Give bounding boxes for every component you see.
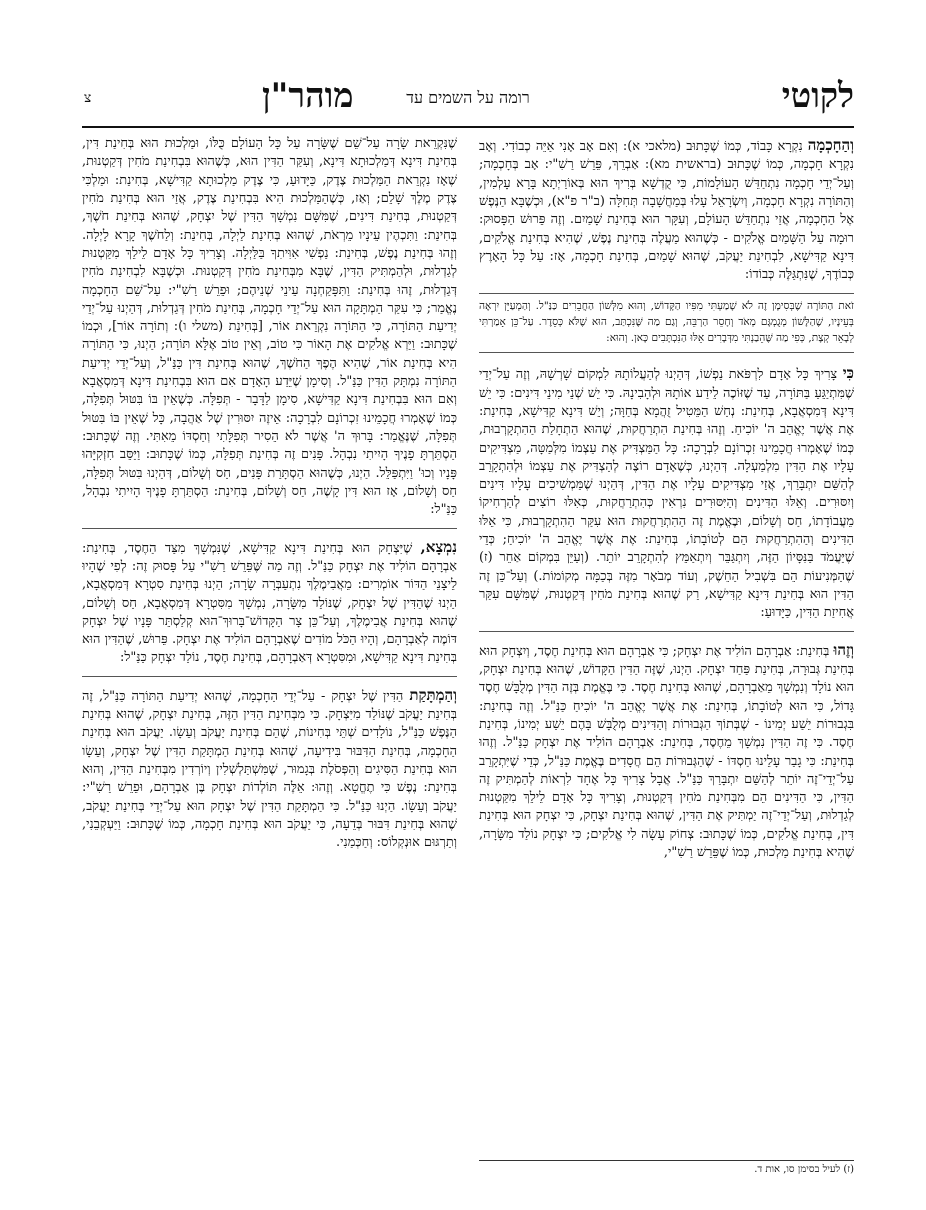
section-divider [82, 528, 457, 529]
paragraph [82, 537, 457, 668]
paragraph [479, 135, 854, 285]
paragraph-text: בְּחִינַת: אַבְרָהָם הוֹלִיד אֶת יִצְחָק; כִּי אַבְרָהָם הוּא בְּחִינַת חֶסֶד, וְיִצְחָק הוּא בְּחִינַת גְּבוּרָה, בְּחִינַת פַּחַד יִצְחָק. הַיְנוּ, שֶׁזֶּה הַדִּין הַקָּדוֹשׁ, שֶׁהוּא בְּחִינַת יִצְחָק, הוּא נוֹלָד וְנִמְשָׁךְ מֵאַבְרָהָם, שֶׁהוּא בְּחִינַת חֶסֶד. כִּי בֶּאֱמֶת בְּזֶה הַדִּין מְלֻבָּשׁ חֶסֶד גָּדוֹל, כִּי הוּא לְטוֹבָתוֹ, בְּחִינַת: אֶת אֲשֶׁר יֶאֱהַב ה' יוֹכִיחַ כַּנַּ"ל. וְזֶה בְּחִינַת: בִּגְבוּרוֹת יֵשַׁע יְמִינוֹ - שֶׁבְּתוֹךְ הַגְּבוּרוֹת וְהַדִּינִים מְלֻבָּשׁ בָּהֶם יֵשַׁע יְמִינוֹ, בְּחִינַת חֶסֶד. כִּי זֶה הַדִּין נִמְשָׁךְ מֵחֶסֶד, בְּחִינַת: אַבְרָהָם הוֹלִיד אֶת יִצְחָק כַּנַּ"ל. וְזֶהוּ בְּחִינַת: כִּי גָבַר עָלֵינוּ חַסְדּוֹ - שֶׁהַגְּבוּרוֹת הֵם חֲסָדִים בֶּאֱמֶת כַּנַּ"ל, כְּדֵי שֶׁיִּתְקָרֵב עַל־יְדֵי־זֶה יוֹתֵר לְהַשֵּׁם יִתְבָּרַךְ כַּנַּ"ל. אֲבָל צָרִיךְ כָּל אֶחָד לִרְאוֹת לְהַמְתִּיק זֶה הַדִּין, כִּי הַדִּינִים הֵם מִבְּחִינַת מֹחִין דְּקַטְנוּת, וְצָרִיךְ כָּל אָדָם לֵילֵךְ מִקַּטְנוּת לְגַדְלוּת, וְעַל־יְדֵי־זֶה יַמְתִּיק אֶת הַדִּין, שֶׁהוּא בְּחִינַת יִצְחָק, כִּי יִצְחָק הוּא בְּחִינַת דִּין, בְּחִינַת אֱלֹקִים, כְּמוֹ שֶׁכָּתוּב: צְחוֹק עָשָׂה לִי אֱלֹקִים; כִּי יִצְחָק נוֹלַד מִשָּׂרָה, שֶׁהִיא בְּחִינַת מַלְכוּת, כְּמוֹ שֶׁפֵּרֵשׁ רַשִׁ"י, [479, 643, 854, 861]
lead-word: וְהַמְתָּקַת [409, 685, 457, 704]
lead-word: נִמְצָא, [420, 537, 457, 556]
section-divider [82, 676, 457, 677]
lead-word: וְזֶהוּ [833, 640, 854, 659]
section-divider [479, 631, 854, 632]
header-title-right: לקוטי [781, 76, 854, 116]
right-column [479, 135, 854, 1150]
page-header [82, 76, 854, 126]
paragraph-text: נִקְרָא כָּבוֹד, כְּמוֹ שֶׁכָּתוּב (מלאכי א): וְאִם אָב אָנִי אַיֵּה כְבוֹדִי. וְאָב נִקְרָא חָכְמָה, כְּמוֹ שֶׁכָּתוּב (בראשית מא): אַבְרֵךְ, פֵּרֵשׁ רַשִׁ"י: אָב בְּחָכְמָה; וְעַל־יְדֵי חָכְמָה נִתְחַדֵּשׁ הָעוֹלָמוֹת, כִּי קֻדְשָׁא בְּרִיךְ הוּא בְּאוֹרַיְתָא בָּרָא עָלְמִין, וְהַתּוֹרָה נִקְרָא חָכְמָה, וְיִשְׂרָאֵל עָלוּ בְּמַחֲשָׁבָה תְּחִלָּה (ב"ר פ"א), וּכְשֶׁבָּא הַנֶּפֶשׁ אֶל הַחָכְמָה, אֲזַי נִתְחַדֵּשׁ הָעוֹלָם, וְעִקָּר הוּא בְּחִינַת שָׁמַיִם. וְזֶה פֵּרוּשׁ הַפָּסוּק: רוּמָה עַל הַשָּׁמַיִם אֱלֹקִים - כְּשֶׁהוּא מַעֲלֶה בְּחִינַת נֶפֶשׁ, שֶׁהִיא בְּחִינַת אֱלֹקִים, דִּינָא קַדִּישָׁא, לִבְחִינַת יַעֲקֹב, שֶׁהוּא שָׁמַיִם, בְּחִינַת חָכְמָה, אָז: עַל כָּל הָאָרֶץ כְּבוֹדֶךָ, שֶׁנִּתְגַּלֶּה כְּבוֹדוֹ: [479, 139, 854, 283]
left-column [82, 135, 457, 1150]
editor-note: זֹאת הַתּוֹרָה שֶׁבְּסִימָן זֶה לֹא שָׁמַעְתִּי מִפִּיו הַקָּדוֹשׁ, וְהוּא מִלְּשׁוֹן הַחֲבֵרִים כַּנַּ"ל. וְהַמְעַיֵּן יִרְאֶה בְּעֵינָיו, שֶׁהַלָּשׁוֹן מְגֻמְגָּם מְאֹד וְחָסֵר הַרְבֵּה, וְגַם מַה שֶּׁנִּכְתַּב, הוּא שֶׁלֹּא כְּסֵדֶר. עַל־כֵּן אָמַרְתִּי לְבָאֵר קְצָת, כְּפִי מַה שֶּׁהֵבַנְתִּי מִדְּבָרִים אֵלּוּ הַנִּכְתָּבִים כָּאן. וְהוּא: [479, 293, 854, 354]
lead-word: כִּי [842, 364, 854, 383]
footnote: (ז) לעיל בסימן סו, אות ד. [479, 1160, 854, 1175]
paragraph [82, 685, 457, 853]
header-running-title: רומה על השמים עד [406, 88, 530, 107]
paragraph [479, 640, 854, 863]
paragraph [479, 363, 854, 622]
header-left-group [262, 76, 354, 116]
paragraph-text: צָרִיךְ כָּל אָדָם לִרְפֹּאת נַפְשׁוֹ, דְּהַיְנוּ לְהַעֲלוֹתָהּ לִמְקוֹם שָׁרְשָׁהּ, וְזֶה עַל־יְדֵי שֶׁמִּתְיַגֵּעַ בַּתּוֹרָה, עַד שֶׁזּוֹכֶה לֵידַע אוֹתָהּ וּלְהָבִינָהּ. כִּי יֵשׁ שְׁנֵי מִינֵי דִּינִים: כִּי יֵשׁ דִּינָא דְּמִסְאֲבָא, בְּחִינַת: נְחַשׁ הַמֵּטִיל זֻהֲמָא בְּחַוָּה; וְיֵשׁ דִּינָא קַדִּישָׁא, בְּחִינַת: אֶת אֲשֶׁר יֶאֱהַב ה' יוֹכִיחַ. וְזֶהוּ בְּחִינַת הִתְרַחֲקוּת, שֶׁהוּא הַתְחָלַת הַהִתְקָרְבוּת, כְּמוֹ שֶׁאָמְרוּ חֲכָמֵינוּ זִכְרוֹנָם לִבְרָכָה: כָּל הַמַּצְדִּיק אֶת עַצְמוֹ מִלְּמַטָּה, מַצְדִּיקִים עָלָיו אֶת הַדִּין מִלְמַעְלָה. דְּהַיְנוּ, כְּשֶׁאָדָם רוֹצֶה לְהַצְדִּיק אֶת עַצְמוֹ וּלְהִתְקָרֵב לְהַשֵּׁם יִתְבָּרַךְ, אֲזַי מַצְדִּיקִים עָלָיו אֶת הַדִּין, דְּהַיְנוּ שֶׁמַּמְשִׁיכִים עָלָיו דִּינִים וְיִסּוּרִים. וְאֵלּוּ הַדִּינִים וְהַיִּסּוּרִים נִרְאִין כְּהִתְרַחֲקוּת, כְּאִלּוּ רוֹצִים לְהַרְחִיקוֹ מֵעֲבוֹדָתוֹ, חַס וְשָׁלוֹם, וּבֶאֱמֶת זֶה הַהִתְרַחֲקוּת הוּא עִקַּר הַהִתְקָרְבוּת, כִּי אֵלּוּ הַדִּינִים וְהַהִתְרַחֲקוּת הֵם לְטוֹבָתוֹ, בְּחִינַת: אֶת אֲשֶׁר יֶאֱהַב ה' יוֹכִיחַ; כְּדֵי שֶׁיַּעֲמֹד בַּנִּסָּיוֹן הַזֶּה, וְיִתְגַּבֵּר וְיִתְאַמֵּץ לְהִתְקָרֵב יוֹתֵר. (וְעַיֵּן בִּמְקוֹם אַחֵר (ז) שֶׁהַמְּנִיעוֹת הֵם בִּשְׁבִיל הַחֵשֶׁק, וְעוֹד מְבֹאָר מִזֶּה בְּכַמָּה מְקוֹמוֹת.) וְעַל־כֵּן זֶה הַדִּין הוּא בְּחִינַת דִּינָא קַדִּישָׁא, רַק שֶׁהוּא בְּחִינַת מֹחִין דְּקַטְנוּת, שֶׁמִּשָּׁם עִקַּר אֲחִיזַת הַדִּין, כַּיָּדוּעַ: [479, 367, 854, 621]
lead-word: וְהַחָכְמָה [807, 136, 854, 154]
paragraph [82, 135, 457, 520]
paragraph-text: שֶׁיִּצְחָק הוּא בְּחִינַת דִּינָא קַדִּישָׁא, שֶׁנִּמְשָׁךְ מִצַּד הַחֶסֶד, בְּחִינַת: אַבְרָהָם הוֹלִיד אֶת יִצְחָק כַּנַּ"ל. וְזֶה מַה שֶּׁפֵּרֵשׁ רַשִׁ"י עַל פָּסוּק זֶה: לְפִי שֶׁהָיוּ לֵיצָנֵי הַדּוֹר אוֹמְרִים: מֵאֲבִימֶלֶךְ נִתְעַבְּרָה שָׂרָה; הַיְנוּ בְּחִינַת סִטְרָא דְּמִסְאֲבָא, הַיְנוּ שֶׁהַדִּין שֶׁל יִצְחָק, שֶׁנּוֹלַד מִשָּׂרָה, נִמְשָׁךְ מִסִּטְרָא דְּמִסְאֲבָא, חַס וְשָׁלוֹם, שֶׁהוּא בְּחִינַת אֲבִימֶלֶךְ, וְעַל־כֵּן צָר הַקָּדוֹשׁ־בָּרוּךְ־הוּא קְלַסְתֵּר פָּנָיו שֶׁל יִצְחָק דּוֹמֶה לְאַבְרָהָם, וְהָיוּ הַכֹּל מוֹדִים שֶׁאַבְרָהָם הוֹלִיד אֶת יִצְחָק. פֵּרוּשׁ, שֶׁהַדִּין הוּא בְּחִינַת דִּינָא קַדִּישָׁא, וּמִסִּטְרָא דְּאַבְרָהָם, בְּחִינַת חֶסֶד, נוֹלַד יִצְחָק כַּנַּ"ל: [82, 540, 457, 666]
paragraph-text: הַדִּין שֶׁל יִצְחָק - עַל־יְדֵי הַחָכְמָה, שֶׁהוּא יְדִיעַת הַתּוֹרָה כַּנַּ"ל, זֶה בְּחִינַת יַעֲקֹב שֶׁנּוֹלַד מִיִּצְחָק. כִּי מִבְּחִינַת הַדִּין הַזֶּה, בְּחִינַת יִצְחָק, שֶׁהוּא בְּחִינַת הַנֶּפֶשׁ כַּנַּ"ל, נוֹלָדִים שְׁתֵּי בְּחִינוֹת, שֶׁהֵם בְּחִינַת יַעֲקֹב וְעֵשָׂו. יַעֲקֹב הוּא בְּחִינַת הַחָכְמָה, בְּחִינַת הַדִּבּוּר בִּידִיעָה, שֶׁהוּא בְּחִינַת הַמְתָּקַת הַדִּין שֶׁל יִצְחָק, וְעֵשָׂו הוּא בְּחִינַת הַסִּיגִים וְהַפְּסֹלֶת בְּגָמוּר, שֶׁמִּשְׁתַּלְשְׁלִין וְיוֹרְדִין מִבְּחִינַת הַדִּין, וְהוּא בְּחִינַת: נֶפֶשׁ כִּי תֶחֱטָא. וְזֶהוּ: אֵלֶּה תּוֹלְדוֹת יִצְחָק בֶּן אַבְרָהָם, וּפֵרֵשׁ רַשִׁ"י: יַעֲקֹב וְעֵשָׂו. הַיְנוּ כַּנַּ"ל. כִּי הַמְתָּקַת הַדִּין שֶׁל יִצְחָק הוּא עַל־יְדֵי בְּחִינַת יַעֲקֹב, שֶׁהוּא בְּחִינַת דִּבּוּר בְּדֵעָה, כִּי יַעֲקֹב הוּא בְּחִינַת חָכְמָה, כְּמוֹ שֶׁכָּתוּב: וַיַּעְקְבֵנִי, וְתַרְגּוּם אוּנְקְלוֹס: וְחַכְּמַנִי. [82, 688, 457, 851]
header-rule [82, 126, 854, 128]
header-title-left: מוהר"ן [262, 76, 354, 116]
paragraph-text: שֶׁנִּקְרֵאת שָׂרָה עַל־שֵׁם שֶׁשָּׂרָה עַל כָּל הָעוֹלָם כֻּלּוֹ, וּמַלְכוּת הוּא בְּחִינַת דִּין, בְּחִינַת דִּינָא דְּמַלְכוּתָא דִּינָא, וְעִקַּר הַדִּין הוּא, כְּשֶׁהוּא בִּבְחִינַת מֹחִין דְּקַטְנוּת, שֶׁאָז נִקְרֵאת הַמַּלְכוּת צֶדֶק, כַּיָּדוּעַ, כִּי צֶדֶק מַלְכוּתָא קַדִּישָׁא, בְּחִינַת: וּמַלְכִּי צֶדֶק מֶלֶךְ שָׁלֵם; וְאַז, כְּשֶׁהַמַּלְכוּת הִיא בִּבְחִינַת צֶדֶק, אֲזַי הוּא בְּחִינַת מֹחִין דְּקַטְנוּת, בְּחִינַת דִּינִים, שֶׁמִּשָּׁם נִמְשָׁךְ הַדִּין שֶׁל יִצְחָק, שֶׁהוּא בְּחִינַת חֹשֶׁךְ, בְּחִינַת: וַתִּכְהֶין עֵינָיו מֵרְאֹת, שֶׁהוּא בְּחִינַת לַיְלָה, בְּחִינַת: וְלַחֹשֶׁךְ קָרָא לָיְלָה. וְזֶהוּ בְּחִינַת נֶפֶשׁ, בְּחִינַת: נַפְשִׁי אִוִּיתִךָ בַּלַּיְלָה. וְצָרִיךְ כָּל אָדָם לֵילֵךְ מִקַּטְנוּת לְגַדְלוּת, וּלְהַמְתִּיק הַדִּין, שֶׁבָּא מִבְּחִינַת מֹחִין דְּקַטְנוּת. וּכְשֶׁבָּא לִבְחִינַת מֹחִין דְּגַדְלוּת, זֶהוּ בְּחִינַת: וַתִּפָּקַחְנָה עֵינֵי שְׁנֵיהֶם; וּפֵרֵשׁ רַשִׁ"י: עַל־שֵׁם הַחָכְמָה נֶאֱמַר; כִּי עִקַּר הַמְתָּקָה הוּא עַל־יְדֵי חָכְמָה, בְּחִינַת מֹחִין דְּגַדְלוּת, דְּהַיְנוּ עַל־יְדֵי יְדִיעַת הַתּוֹרָה, כִּי הַתּוֹרָה נִקְרֵאת אוֹר, [בְּחִינַת (משלי ו): וְתוֹרָה אוֹר], וּכְמוֹ שֶׁכָּתוּב: וַיַּרְא אֱלֹקִים אֶת הָאוֹר כִּי טוֹב, וְאֵין טוֹב אֶלָּא תּוֹרָה; הַיְנוּ, כִּי הַתּוֹרָה הִיא בְּחִינַת אוֹר, שֶׁהִיא הֶפֶךְ הַחֹשֶׁךְ, שֶׁהוּא בְּחִינַת דִּין כַּנַּ"ל, וְעַל־יְדֵי יְדִיעַת הַתּוֹרָה נִמְתָּק הַדִּין כַּנַּ"ל. וְסִימָן שֶׁיֵּדַע הָאָדָם אִם הוּא בִּבְחִינַת דִּינָא דְּמִסְאֲבָא וְאִם הוּא בִּבְחִינַת דִּינָא קַדִּישָׁא, סִימָן לַדָּבָר - תְּפִלָּה. כְּשֶׁאֵין בּוֹ בִּטּוּל תְּפִלָּה, כְּמוֹ שֶׁאָמְרוּ חֲכָמֵינוּ זִכְרוֹנָם לִבְרָכָה: אֵיזֶה יִסּוּרִין שֶׁל אַהֲבָה, כָּל שֶׁאֵין בּוֹ בִּטּוּל תְּפִלָּה, שֶׁנֶּאֱמַר: בָּרוּךְ ה' אֲשֶׁר לֹא הֵסִיר תְּפִלָּתִי וְחַסְדּוֹ מֵאִתִּי. וְזֶה שֶׁכָּתוּב: הַסְתֵּרְתָּ פָנֶיךָ הָיִיתִי נִבְהָל. פָּנִים זֶה בְּחִינַת תְּפִלָּה, כְּמוֹ שֶׁכָּתוּב: וַיַּסֵּב חִזְקִיָּהוּ פָּנָיו וְכוּ' וַיִּתְפַּלֵּל. הַיְנוּ, כְּשֶׁהוּא הַסְתָּרַת פָּנִים, חַס וְשָׁלוֹם, דְּהַיְנוּ בִּטּוּל תְּפִלָּה, חַס וְשָׁלוֹם, אָז הוּא דִּין קָשֶׁה, חַס וְשָׁלוֹם, בְּחִינַת: הַסְתֵּרְתָּ פָנֶיךָ הָיִיתִי נִבְהָל, כַּנַּ"ל: [82, 136, 457, 518]
page-number: צ [84, 90, 92, 106]
